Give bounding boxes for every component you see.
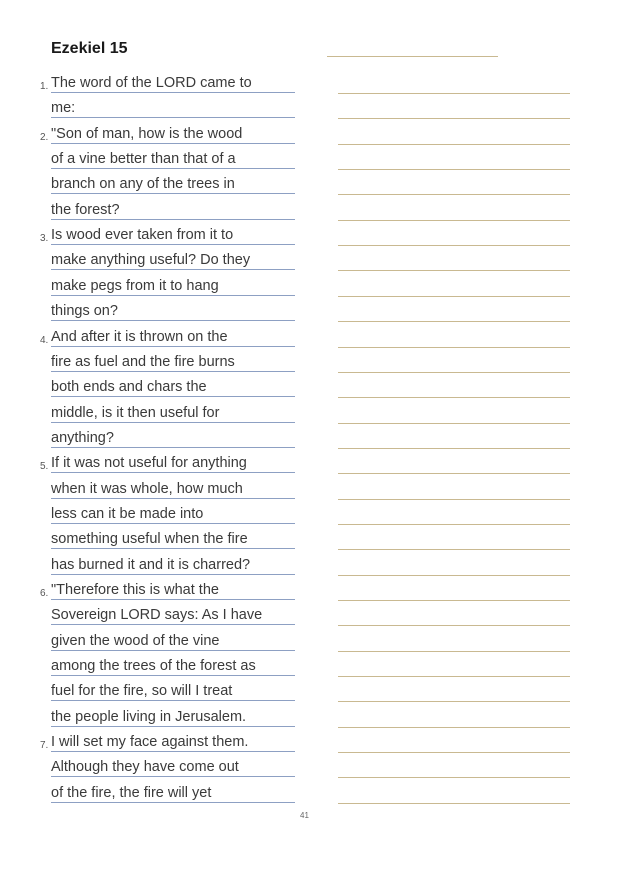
verse-text: the forest? <box>51 201 120 218</box>
verse-line <box>51 347 295 372</box>
writing-line[interactable] <box>338 423 570 424</box>
verse-line <box>51 651 295 676</box>
verse-line <box>51 296 295 321</box>
writing-line[interactable] <box>338 651 570 652</box>
writing-line[interactable] <box>338 727 570 728</box>
verse-line <box>51 220 295 245</box>
verse-text: make anything useful? Do they <box>51 252 251 269</box>
verse-number: 1. <box>40 81 49 92</box>
verse-text: The word of the LORD came to <box>51 75 252 91</box>
writing-line[interactable] <box>338 575 570 576</box>
verse-text: given the wood of the vine <box>51 632 220 649</box>
verse-text: the people living in Jerusalem. <box>51 708 247 725</box>
verse-line <box>51 626 295 651</box>
writing-line[interactable] <box>338 118 570 119</box>
writing-line[interactable] <box>338 245 570 246</box>
verse-line <box>51 119 295 144</box>
verse-line <box>51 600 295 625</box>
verse-number: 4. <box>40 334 49 346</box>
verse-line <box>51 499 295 524</box>
verse-text: anything? <box>51 429 114 446</box>
writing-line[interactable] <box>338 701 570 702</box>
verse-line <box>51 448 295 473</box>
writing-line[interactable] <box>338 169 570 170</box>
page-title: Ezekiel 15 <box>51 40 128 57</box>
verse-line <box>51 676 295 701</box>
verse-line <box>51 169 295 194</box>
verse-line <box>51 423 295 448</box>
verse-line <box>51 752 295 777</box>
verse-line <box>51 524 295 549</box>
writing-line[interactable] <box>338 448 570 449</box>
verse-number: 5. <box>40 461 49 473</box>
verse-text: And after it is thrown on the <box>51 328 228 345</box>
verse-text: has burned it and it is charred? <box>51 556 251 573</box>
writing-line[interactable] <box>338 549 570 550</box>
verse-text: "Therefore this is what the <box>51 582 219 598</box>
writing-line[interactable] <box>338 347 570 348</box>
writing-line[interactable] <box>338 676 570 677</box>
writing-line[interactable] <box>338 524 570 525</box>
verse-text: Sovereign LORD says: As I have <box>51 607 263 624</box>
verse-text: of the fire, the fire will yet <box>51 784 212 801</box>
verse-text: both ends and chars the <box>51 379 207 396</box>
writing-line[interactable] <box>338 777 570 778</box>
verse-text: middle, is it then useful for <box>51 404 220 421</box>
verse-line <box>51 575 295 600</box>
writing-line[interactable] <box>338 93 570 94</box>
writing-line[interactable] <box>338 270 570 271</box>
verse-line <box>51 550 295 575</box>
writing-line[interactable] <box>338 600 570 601</box>
verse-text: things on? <box>51 303 118 320</box>
writing-line[interactable] <box>338 296 570 297</box>
writing-line[interactable] <box>338 397 570 398</box>
verse-text: less can it be made into <box>51 505 204 522</box>
verse-number: 7. <box>40 740 49 752</box>
writing-line[interactable] <box>338 144 570 145</box>
verse-text: me: <box>51 100 76 117</box>
page-number: 41 <box>300 811 309 820</box>
verse-number: 6. <box>40 588 49 599</box>
writing-line[interactable] <box>338 473 570 474</box>
verse-line <box>51 68 295 93</box>
verse-line <box>51 322 295 347</box>
verse-text: among the trees of the forest as <box>51 658 256 675</box>
verse-line <box>51 702 295 727</box>
verse-text: fuel for the fire, so will I treat <box>51 683 233 700</box>
underline-rule <box>51 802 295 803</box>
writing-line[interactable] <box>338 194 570 195</box>
name-write-line[interactable] <box>327 56 498 57</box>
writing-line[interactable] <box>338 499 570 500</box>
verse-text: If it was not useful for anything <box>51 455 247 472</box>
verse-text: of a vine better than that of a <box>51 151 236 168</box>
verse-text: something useful when the fire <box>51 531 248 548</box>
writing-line[interactable] <box>338 625 570 626</box>
verse-line <box>51 372 295 397</box>
verse-line <box>51 144 295 169</box>
verse-line <box>51 727 295 752</box>
writing-line[interactable] <box>338 803 570 804</box>
verse-number: 2. <box>40 131 49 143</box>
writing-line[interactable] <box>338 321 570 322</box>
verse-text: Is wood ever taken from it to <box>51 227 234 244</box>
verse-line <box>51 398 295 423</box>
verse-line <box>51 195 295 220</box>
writing-line[interactable] <box>338 220 570 221</box>
verse-line <box>51 245 295 270</box>
verse-text: make pegs from it to hang <box>51 277 219 294</box>
verse-text: when it was whole, how much <box>51 480 243 497</box>
writing-line[interactable] <box>338 752 570 753</box>
verse-line <box>51 93 295 118</box>
verse-number: 3. <box>40 233 49 245</box>
verse-line <box>51 778 295 803</box>
verse-text: "Son of man, how is the wood <box>51 125 243 142</box>
verse-line <box>51 474 295 499</box>
verse-text: fire as fuel and the fire burns <box>51 353 235 370</box>
verse-text: Although they have come out <box>51 759 239 776</box>
writing-line[interactable] <box>338 372 570 373</box>
verse-text: I will set my face against them. <box>51 734 249 751</box>
verse-text: branch on any of the trees in <box>51 176 235 193</box>
verse-line <box>51 271 295 296</box>
